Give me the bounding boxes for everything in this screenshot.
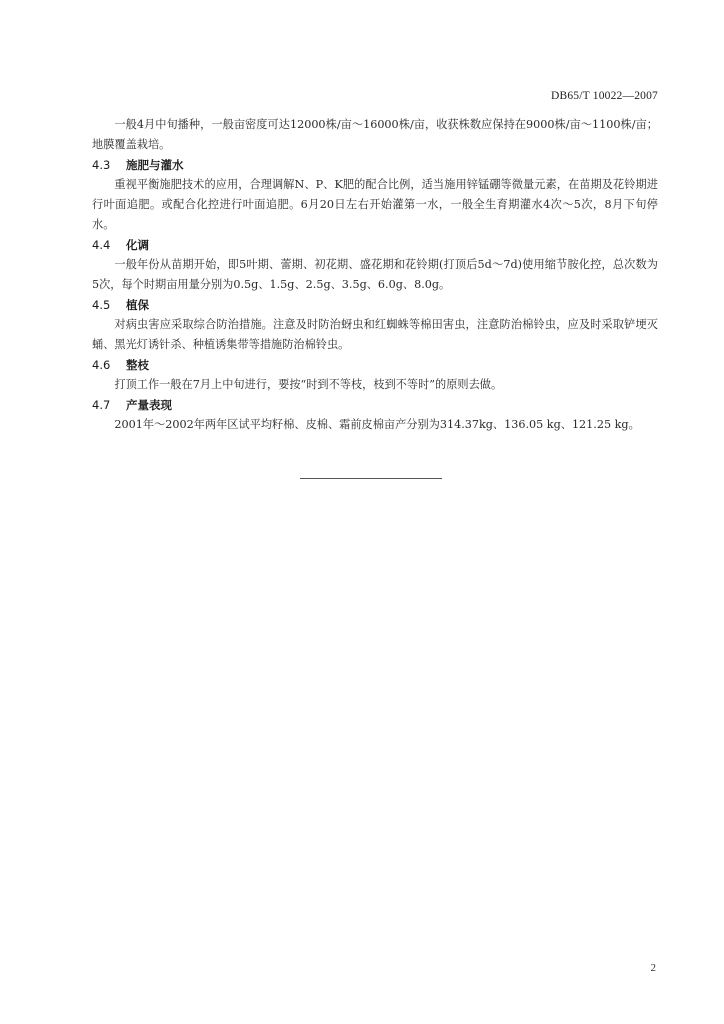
document-body (92, 115, 658, 435)
section-text-4-4: 一般年份从苗期开始，即5叶期、蕾期、初花期、盛花期和花铃期(打顶后5d～7d)使用缩节胺化控，总次数为5次，每个时期亩用量分别为0.5g、1.5g、2.5g、3.5g、6.0g、8.0g。 (92, 258, 658, 291)
section-number: 4.6 (92, 358, 111, 372)
section-text-4-6: 打顶工作一般在7月上中旬进行，要按“时到不等枝，枝到不等时”的原则去做。 (114, 378, 503, 391)
standard-code: DB65/T 10022—2007 (550, 90, 658, 102)
section-title: 化调 (126, 238, 149, 252)
section-heading-4-3 (92, 155, 658, 175)
section-text-4-5: 对病虫害应采取综合防治措施。注意及时防治蚜虫和红蜘蛛等棉田害虫，注意防治棉铃虫，应及时采取铲埂灭蛹、黑光灯诱针杀、种植诱集带等措施防治棉铃虫。 (92, 318, 658, 351)
section-title: 植保 (126, 298, 149, 312)
section-heading-4-7 (92, 395, 658, 415)
page-number: 2 (650, 962, 656, 974)
section-text-4-7: 2001年～2002年两年区试平均籽棉、皮棉、霜前皮棉亩产分别为314.37kg、136.05 kg、121.25 kg。 (114, 418, 640, 431)
section-heading-4-6 (92, 355, 658, 375)
section-title: 施肥与灌水 (126, 158, 184, 172)
section-number: 4.3 (92, 158, 111, 172)
section-number: 4.7 (92, 398, 111, 412)
end-separator-line (300, 478, 442, 479)
section-heading-4-5 (92, 295, 658, 315)
section-title: 整枝 (126, 358, 149, 372)
intro-paragraph: 一般4月中旬播种，一般亩密度可达12000株/亩～16000株/亩，收获株数应保持在9000株/亩～1100株/亩；地膜覆盖栽培。 (92, 118, 658, 151)
section-heading-4-4 (92, 235, 658, 255)
section-number: 4.4 (92, 238, 111, 252)
section-title: 产量表现 (126, 398, 172, 412)
section-text-4-3: 重视平衡施肥技术的应用，合理调解N、P、K肥的配合比例，适当施用锌锰硼等微量元素，在苗期及花铃期进行叶面追肥。或配合化控进行叶面追肥。6月20日左右开始灌第一水，一般全生育期灌水4次～5次，8月下旬停水。 (92, 178, 658, 231)
section-number: 4.5 (92, 298, 111, 312)
